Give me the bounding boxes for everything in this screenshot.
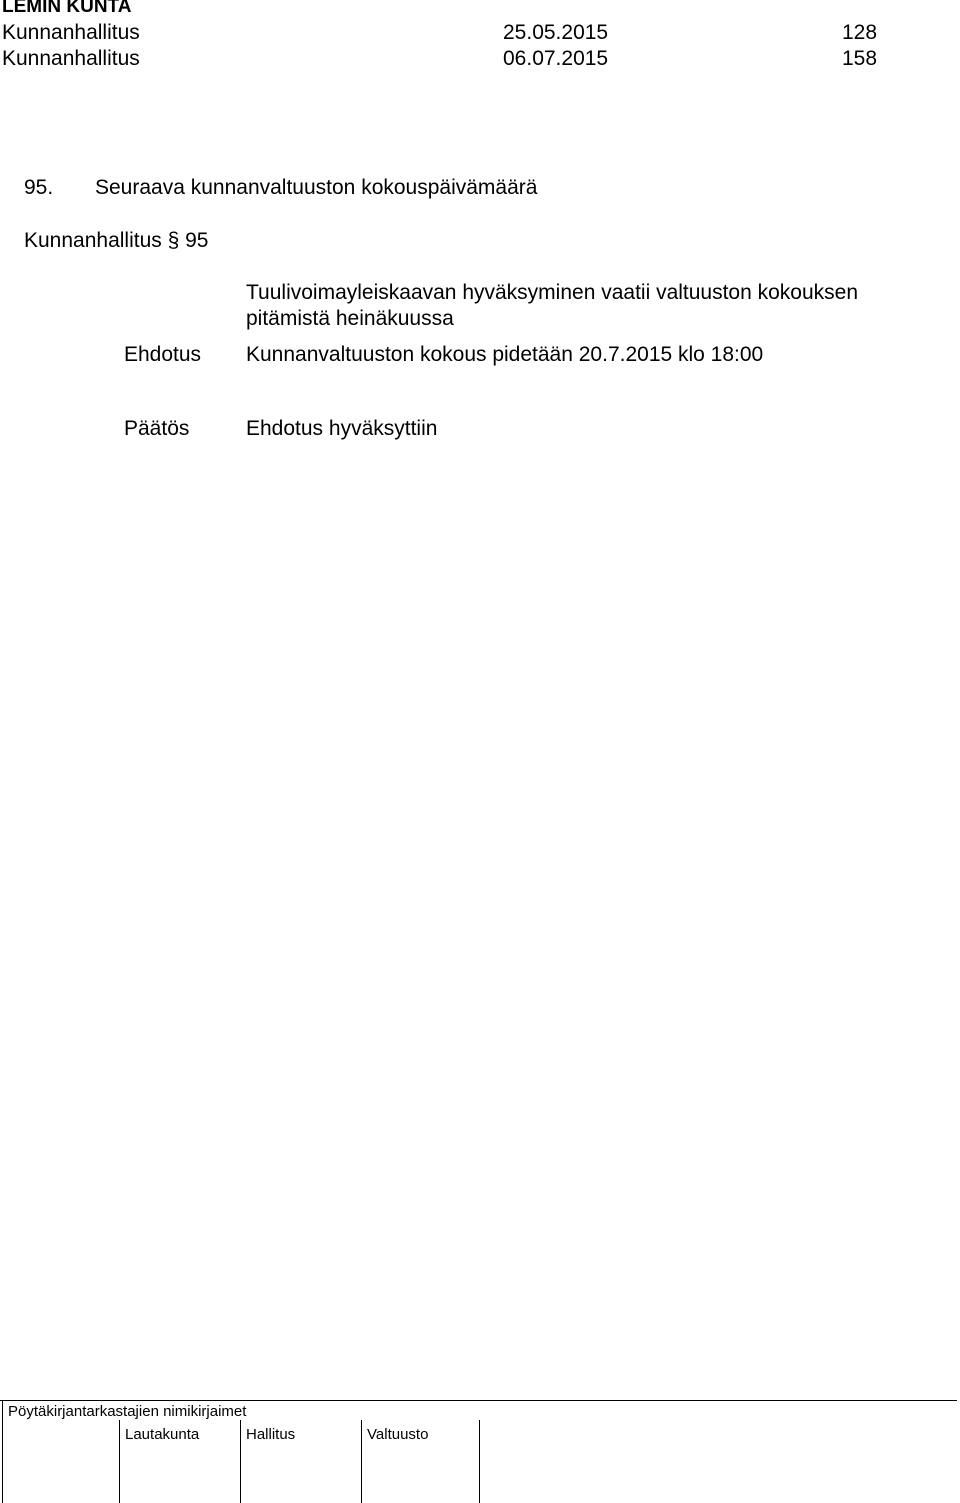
decision-text: Ehdotus hyväksyttiin (246, 417, 438, 440)
reference-page: 158 (842, 47, 878, 70)
footer-column-hallitus: Hallitus (246, 1426, 296, 1443)
footer-caption: Pöytäkirjantarkastajien nimikirjaimet (8, 1403, 247, 1420)
footer-column-lautakunta: Lautakunta (125, 1426, 200, 1443)
footer-divider (0, 1400, 957, 1401)
reference-date: 25.05.2015 (503, 21, 609, 44)
reference-body: Kunnanhallitus (2, 21, 140, 44)
reference-page: 128 (842, 21, 878, 44)
footer-column-valtuusto: Valtuusto (367, 1426, 429, 1443)
footer-column-divider (119, 1420, 120, 1503)
organization-name: LEMIN KUNTA (2, 0, 132, 17)
reference-row (2, 46, 882, 72)
reference-body: Kunnanhallitus (2, 47, 140, 70)
clause-reference: Kunnanhallitus § 95 (24, 229, 209, 252)
reference-row (2, 20, 882, 46)
decision-label: Päätös (124, 417, 190, 440)
section-number: 95. (24, 176, 54, 199)
footer-column-divider (240, 1420, 241, 1503)
section-subject: Tuulivoimayleiskaavan hyväksyminen vaatii valtuuston kokouksen pitämistä heinäkuussa (246, 281, 859, 330)
footer-column-divider (2, 1400, 3, 1503)
section-title: Seuraava kunnanvaltuuston kokouspäivämäärä (95, 176, 538, 199)
proposal-label: Ehdotus (124, 343, 202, 366)
proposal-text: Kunnanvaltuuston kokous pidetään 20.7.2015 klo 18:00 (246, 343, 764, 366)
footer-column-divider (361, 1420, 362, 1503)
footer-column-divider (479, 1420, 480, 1503)
reference-date: 06.07.2015 (503, 47, 609, 70)
